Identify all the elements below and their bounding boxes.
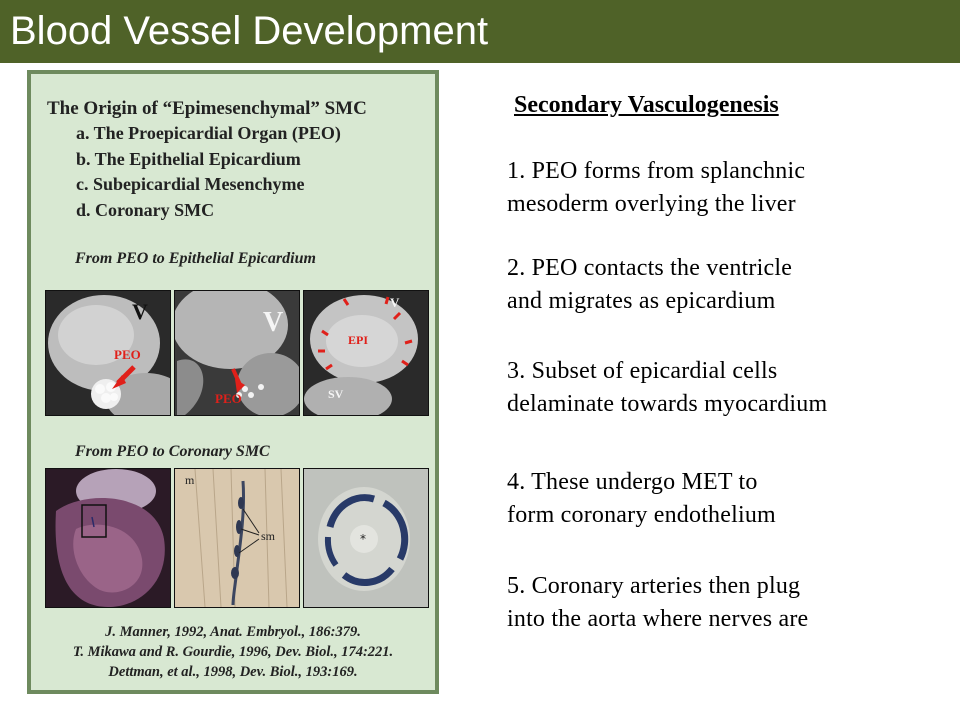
label-peo: PEO (215, 391, 242, 406)
step-line: form coronary endothelium (507, 502, 776, 528)
step-line: and migrates as epicardium (507, 288, 776, 314)
figure-list (76, 121, 341, 223)
vessel-image (304, 469, 428, 607)
title-bar (0, 0, 960, 63)
figure-list-item: a. The Proepicardial Organ (PEO) (76, 123, 341, 143)
step-5 (507, 570, 947, 636)
step-2 (507, 252, 947, 318)
sem-image-3 (304, 291, 428, 415)
step-1 (507, 155, 947, 221)
label-m: m (185, 473, 195, 487)
label-peo: PEO (114, 347, 141, 362)
figure-subheading-1: From PEO to Epithelial Epicardium (75, 250, 316, 267)
step-line: delaminate towards myocardium (507, 391, 828, 417)
step-line: 2. PEO contacts the ventricle (507, 255, 793, 281)
label-sv: SV (328, 387, 344, 401)
step-4 (507, 466, 947, 532)
step-line: 1. PEO forms from splanchnic (507, 158, 806, 184)
label-sm: sm (261, 529, 276, 543)
step-3 (507, 355, 947, 421)
label-v: V (132, 299, 148, 324)
step-line: mesoderm overlying the liver (507, 191, 796, 217)
svg-text:*: * (360, 532, 366, 546)
embryo-panel (45, 468, 171, 608)
reference-line: T. Mikawa and R. Gourdie, 1996, Dev. Biol., 174:221. (72, 644, 394, 660)
label-v: V (263, 307, 284, 338)
figure-list-item: c. Subepicardial Mesenchyme (76, 174, 305, 194)
label-epi: EPI (348, 333, 369, 347)
slide-title: Blood Vessel Development (10, 9, 489, 53)
embryo-image (46, 469, 170, 607)
figure-heading: The Origin of “Epimesenchymal” SMC (47, 98, 367, 119)
sem-image-1 (46, 291, 170, 415)
figure-panel (27, 70, 439, 694)
reference-line: Dettman, et al., 1998, Dev. Biol., 193:169. (108, 664, 358, 680)
references (31, 622, 435, 682)
sem-panel-row (45, 290, 429, 416)
section-panel (174, 468, 300, 608)
step-line: 4. These undergo MET to (507, 469, 758, 495)
figure-subheading-2: From PEO to Coronary SMC (75, 443, 270, 460)
label-v: V (390, 295, 400, 310)
section-image (175, 469, 299, 607)
step-line: 5. Coronary arteries then plug (507, 573, 801, 599)
step-line: into the aorta where nerves are (507, 606, 809, 632)
sem-panel-epicardium (303, 290, 429, 416)
vessel-panel (303, 468, 429, 608)
reference-line: J. Manner, 1992, Anat. Embryol., 186:379. (105, 624, 361, 640)
step-line: 3. Subset of epicardial cells (507, 358, 778, 384)
figure-list-item: b. The Epithelial Epicardium (76, 148, 301, 169)
sem-panel-peo (45, 290, 171, 416)
histology-panel-row (45, 468, 429, 608)
figure-list-item: d. Coronary SMC (76, 199, 215, 220)
section-title: Secondary Vasculogenesis (514, 92, 779, 118)
sem-panel-contact (174, 290, 300, 416)
